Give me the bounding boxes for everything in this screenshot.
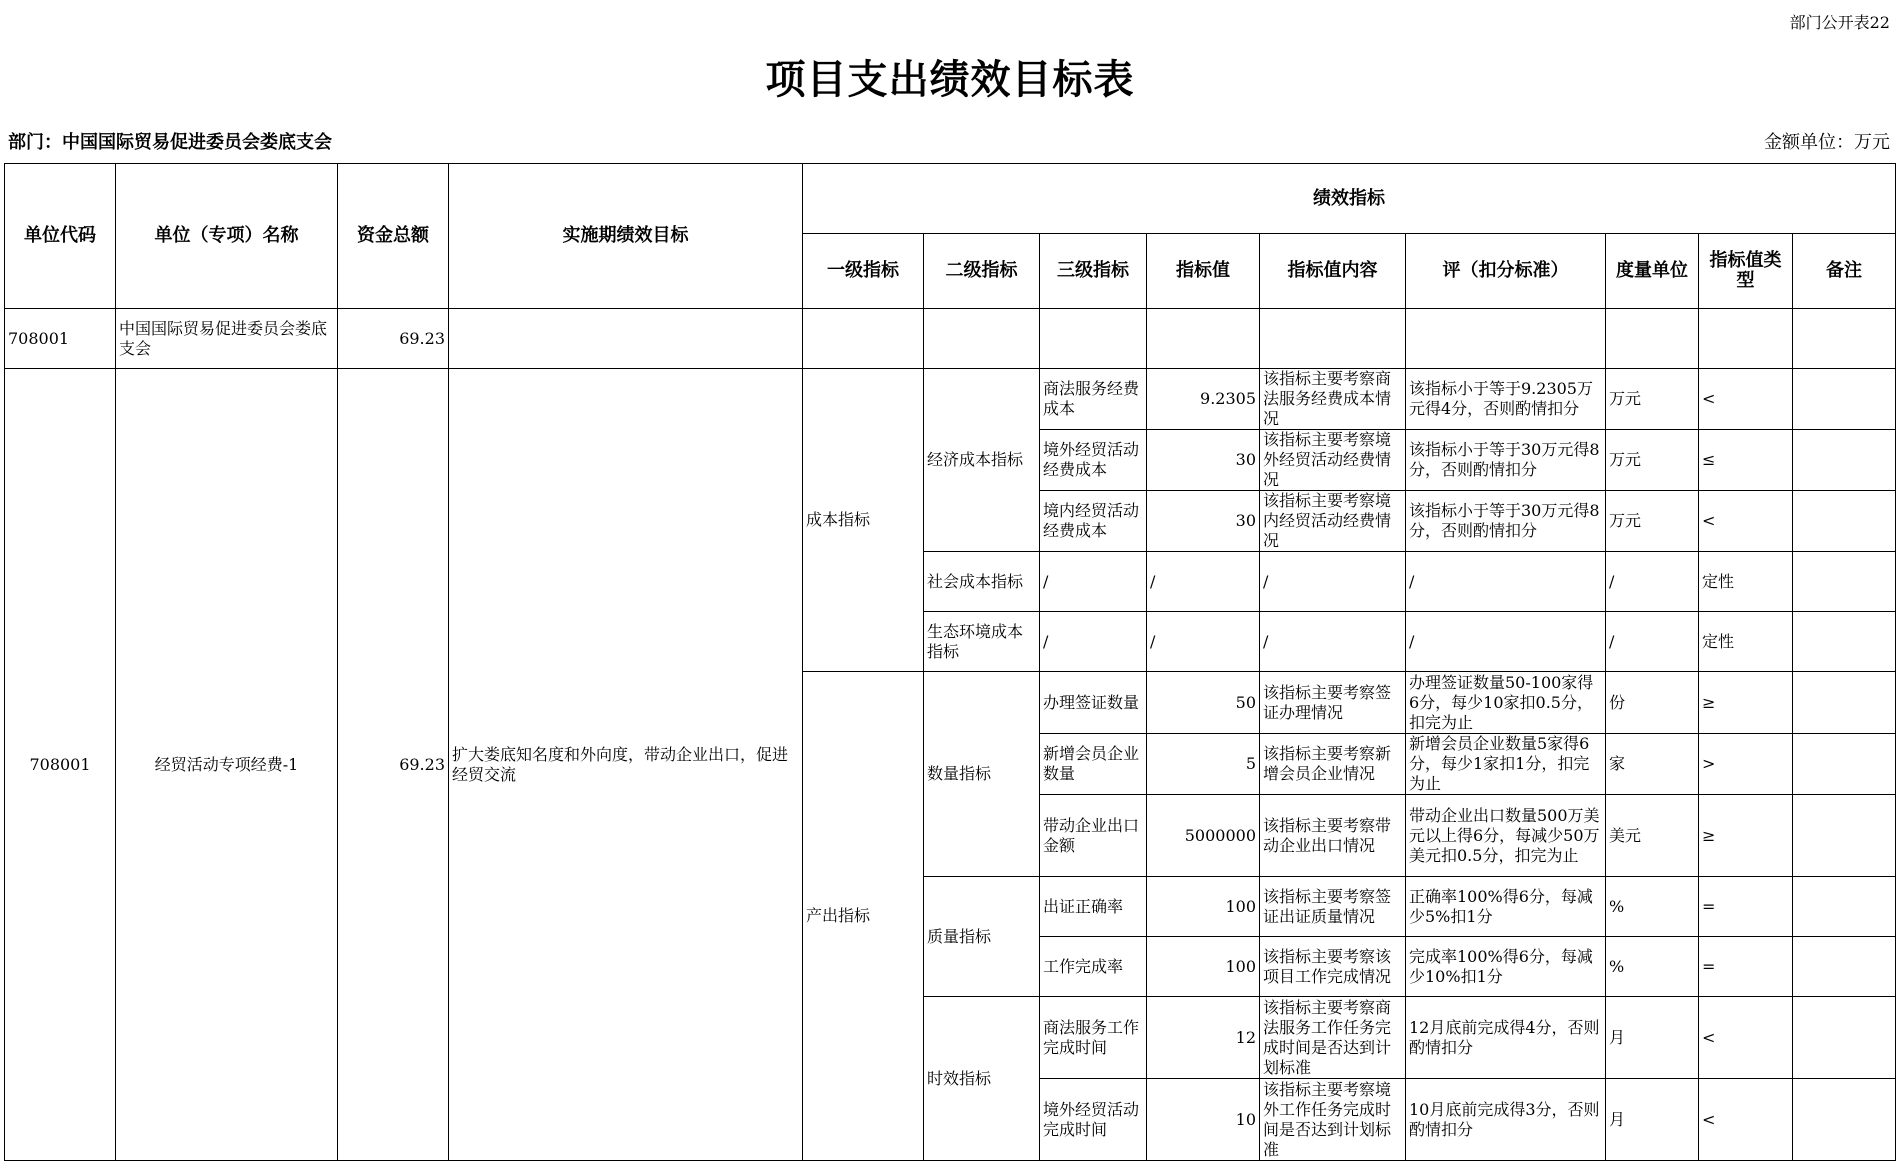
- remark-cell: [1793, 997, 1896, 1079]
- value-cell: 5000000: [1147, 795, 1260, 877]
- remark-cell: [1793, 877, 1896, 937]
- content-cell: 该指标主要考察签证办理情况: [1260, 672, 1406, 734]
- content-cell: 该指标主要考察境内经贸活动经费情况: [1260, 491, 1406, 552]
- type-cell: ≥: [1699, 795, 1793, 877]
- col-header-value-type: 指标值类型: [1699, 234, 1793, 309]
- measure-cell: /: [1606, 612, 1699, 672]
- content-cell: 该指标主要考察境外经贸活动经费情况: [1260, 430, 1406, 491]
- type-cell: =: [1699, 877, 1793, 937]
- remark-cell: [1793, 552, 1896, 612]
- value-cell: 9.2305: [1147, 369, 1260, 430]
- level3-cell: 境内经贸活动经费成本: [1040, 491, 1147, 552]
- level2-social: 社会成本指标: [924, 552, 1040, 612]
- content-cell: /: [1260, 612, 1406, 672]
- value-cell: 30: [1147, 491, 1260, 552]
- score-cell: 新增会员企业数量5家得6分，每少1家扣1分，扣完为止: [1406, 734, 1606, 795]
- summary-row: [5, 309, 1896, 369]
- type-cell: <: [1699, 491, 1793, 552]
- measure-cell: 美元: [1606, 795, 1699, 877]
- score-cell: 该指标小于等于9.2305万元得4分，否则酌情扣分: [1406, 369, 1606, 430]
- level3-cell: 境外经贸活动经费成本: [1040, 430, 1147, 491]
- remark-cell: [1793, 734, 1896, 795]
- value-cell: 30: [1147, 430, 1260, 491]
- type-cell: ≥: [1699, 672, 1793, 734]
- amount-unit-label: 金额单位：万元: [1764, 132, 1890, 153]
- remark-cell: [1793, 612, 1896, 672]
- type-cell: =: [1699, 937, 1793, 997]
- measure-cell: /: [1606, 552, 1699, 612]
- content-cell: /: [1260, 552, 1406, 612]
- performance-target-table: [4, 163, 1896, 1161]
- remark-cell: [1793, 369, 1896, 430]
- col-header-total-funds: 资金总额: [338, 164, 449, 309]
- col-header-level3: 三级指标: [1040, 234, 1147, 309]
- type-cell: ≤: [1699, 430, 1793, 491]
- score-cell: 10月底前完成得3分，否则酌情扣分: [1406, 1079, 1606, 1161]
- level2-economic: 经济成本指标: [924, 369, 1040, 552]
- content-cell: 该指标主要考察商法服务工作任务完成时间是否达到计划标准: [1260, 997, 1406, 1079]
- level3-cell: 商法服务经费成本: [1040, 369, 1147, 430]
- type-cell: <: [1699, 1079, 1793, 1161]
- value-cell: 100: [1147, 877, 1260, 937]
- score-cell: 办理签证数量50-100家得6分，每少10家扣0.5分，扣完为止: [1406, 672, 1606, 734]
- score-cell: 该指标小于等于30万元得8分，否则酌情扣分: [1406, 491, 1606, 552]
- type-cell: <: [1699, 997, 1793, 1079]
- col-header-score: 评（扣分标准）: [1406, 234, 1606, 309]
- summary-name: 中国国际贸易促进委员会娄底支会: [116, 309, 338, 369]
- score-cell: 正确率100%得6分，每减少5%扣1分: [1406, 877, 1606, 937]
- form-number: 部门公开表22: [1789, 13, 1890, 32]
- type-cell: 定性: [1699, 612, 1793, 672]
- measure-cell: %: [1606, 877, 1699, 937]
- level3-cell: /: [1040, 552, 1147, 612]
- project-code: 708001: [5, 369, 116, 1161]
- level1-output: 产出指标: [803, 672, 924, 1161]
- col-header-unit-name: 单位（专项）名称: [116, 164, 338, 309]
- department-label: 部门：中国国际贸易促进委员会娄底支会: [8, 132, 332, 153]
- content-cell: 该指标主要考察该项目工作完成情况: [1260, 937, 1406, 997]
- level2-quality: 质量指标: [924, 877, 1040, 997]
- page-title: 项目支出绩效目标表: [765, 56, 1135, 103]
- value-cell: /: [1147, 552, 1260, 612]
- content-cell: 该指标主要考察商法服务经费成本情况: [1260, 369, 1406, 430]
- content-cell: 该指标主要考察境外工作任务完成时间是否达到计划标准: [1260, 1079, 1406, 1161]
- measure-cell: 万元: [1606, 369, 1699, 430]
- content-cell: 该指标主要考察带动企业出口情况: [1260, 795, 1406, 877]
- level3-cell: 新增会员企业数量: [1040, 734, 1147, 795]
- score-cell: /: [1406, 552, 1606, 612]
- project-name: 经贸活动专项经费-1: [116, 369, 338, 1161]
- type-cell: 定性: [1699, 552, 1793, 612]
- content-cell: 该指标主要考察签证出证质量情况: [1260, 877, 1406, 937]
- col-header-measure: 度量单位: [1606, 234, 1699, 309]
- measure-cell: 家: [1606, 734, 1699, 795]
- level2-quantity: 数量指标: [924, 672, 1040, 877]
- project-amount: 69.23: [338, 369, 449, 1161]
- col-header-level2: 二级指标: [924, 234, 1040, 309]
- col-header-goal: 实施期绩效目标: [449, 164, 803, 309]
- level3-cell: 境外经贸活动完成时间: [1040, 1079, 1147, 1161]
- score-cell: 带动企业出口数量500万美元以上得6分，每减少50万美元扣0.5分，扣完为止: [1406, 795, 1606, 877]
- header-row-1: [5, 164, 1896, 234]
- summary-code: 708001: [5, 309, 116, 369]
- value-cell: 10: [1147, 1079, 1260, 1161]
- col-header-unit-code: 单位代码: [5, 164, 116, 309]
- summary-amount: 69.23: [338, 309, 449, 369]
- col-header-content: 指标值内容: [1260, 234, 1406, 309]
- remark-cell: [1793, 795, 1896, 877]
- col-header-value: 指标值: [1147, 234, 1260, 309]
- level3-cell: 带动企业出口金额: [1040, 795, 1147, 877]
- value-cell: 5: [1147, 734, 1260, 795]
- remark-cell: [1793, 672, 1896, 734]
- remark-cell: [1793, 1079, 1896, 1161]
- col-header-level1: 一级指标: [803, 234, 924, 309]
- score-cell: 该指标小于等于30万元得8分，否则酌情扣分: [1406, 430, 1606, 491]
- level3-cell: 出证正确率: [1040, 877, 1147, 937]
- level2-timeliness: 时效指标: [924, 997, 1040, 1161]
- score-cell: 完成率100%得6分，每减少10%扣1分: [1406, 937, 1606, 997]
- measure-cell: 万元: [1606, 491, 1699, 552]
- value-cell: 100: [1147, 937, 1260, 997]
- remark-cell: [1793, 937, 1896, 997]
- level3-cell: 商法服务工作完成时间: [1040, 997, 1147, 1079]
- col-header-remark: 备注: [1793, 234, 1896, 309]
- level3-cell: /: [1040, 612, 1147, 672]
- type-cell: >: [1699, 734, 1793, 795]
- value-cell: 50: [1147, 672, 1260, 734]
- level1-cost: 成本指标: [803, 369, 924, 672]
- type-cell: <: [1699, 369, 1793, 430]
- col-header-indicators: 绩效指标: [803, 164, 1896, 234]
- score-cell: /: [1406, 612, 1606, 672]
- score-cell: 12月底前完成得4分，否则酌情扣分: [1406, 997, 1606, 1079]
- project-goal: 扩大娄底知名度和外向度，带动企业出口，促进经贸交流: [449, 369, 803, 1161]
- value-cell: /: [1147, 612, 1260, 672]
- measure-cell: %: [1606, 937, 1699, 997]
- level3-cell: 办理签证数量: [1040, 672, 1147, 734]
- measure-cell: 万元: [1606, 430, 1699, 491]
- measure-cell: 月: [1606, 997, 1699, 1079]
- measure-cell: 份: [1606, 672, 1699, 734]
- content-cell: 该指标主要考察新增会员企业情况: [1260, 734, 1406, 795]
- remark-cell: [1793, 430, 1896, 491]
- level2-eco: 生态环境成本指标: [924, 612, 1040, 672]
- table-row: [5, 369, 1896, 430]
- value-cell: 12: [1147, 997, 1260, 1079]
- remark-cell: [1793, 491, 1896, 552]
- level3-cell: 工作完成率: [1040, 937, 1147, 997]
- measure-cell: 月: [1606, 1079, 1699, 1161]
